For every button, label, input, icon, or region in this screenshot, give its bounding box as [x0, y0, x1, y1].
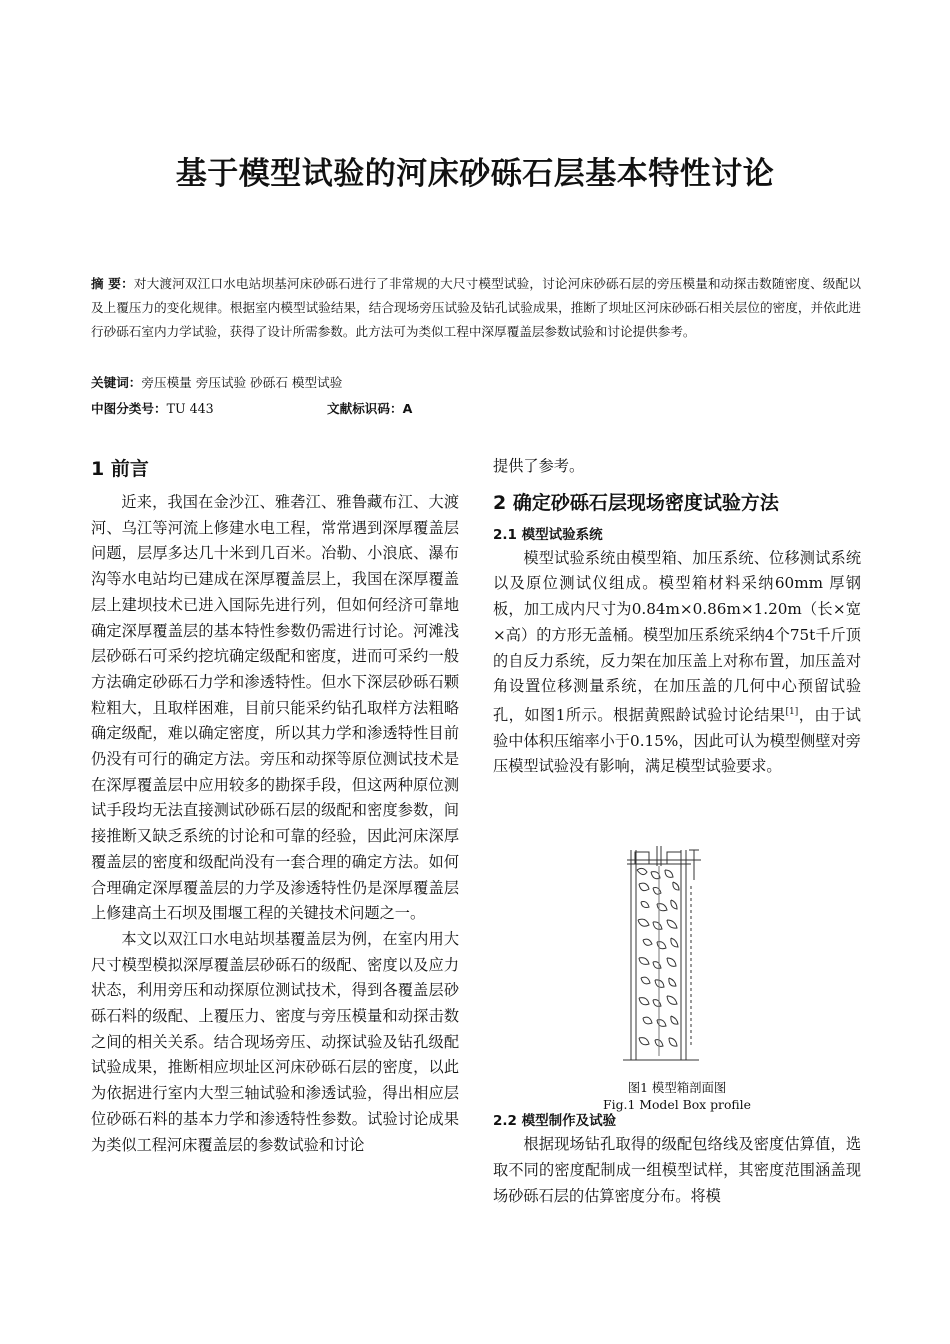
subsection-2-1-text-b: ，由于试验中体积压缩率小于0.15%，因此可认为模型侧壁对旁压模型试验没有影响，满足模型试验要求。: [493, 705, 861, 776]
reference-mark: [1]: [785, 706, 799, 717]
section1-heading: 1 前言: [91, 458, 149, 480]
abstract-label: 摘 要：: [91, 276, 134, 291]
left-column: [91, 454, 459, 1158]
section1-paragraph-1: 近来，我国在金沙江、雅砻江、雅鲁藏布江、大渡河、乌江等河流上修建水电工程，常常遇到深厚覆盖层问题，层厚多达几十米到几百米。冶勒、小浪底、瀑布沟等水电站均已建成在深厚覆盖层上，我国在深厚覆盖层上建坝技术已进入国际先进行列，但如何经济可靠地确定深厚覆盖层的基本特性参数仍需进行讨论。河滩浅层砂砾石可采约挖坑确定级配和密度，进而可采约一般方法确定砂砾石力学和渗透特性。但水下深层砂砾石颗粒粗大，且取样困难，目前只能采约钻孔取样方法粗略确定级配，难以确定密度，所以其力学和渗透特性目前仍没有可行的确定方法。旁压和动探等原位测试技术是在深厚覆盖层中应用较多的勘探手段，但这两种原位测试手段均无法直接测试砂砾石层的级配和密度参数，间接推断又缺乏系统的讨论和可靠的经验，因此河床深厚覆盖层的密度和级配尚没有一套合理的确定方法。如何合理确定深厚覆盖层的力学及渗透特性仍是深厚覆盖层上修建高土石坝及围堰工程的关键技术问题之一。: [91, 493, 459, 923]
subsection-2-1-text: [493, 546, 861, 780]
doc-code: [327, 398, 412, 417]
section2-heading: 2 确定砂砾石层现场密度试验方法: [493, 491, 779, 514]
continuation-text: 提供了参考。: [493, 457, 585, 475]
classification-label: 中图分类号：: [91, 401, 167, 416]
doc-code-label: 文献标识码：: [327, 401, 403, 416]
figure-1: [493, 780, 861, 1113]
abstract-text: 对大渡河双江口水电站坝基河床砂砾石进行了非常规的大尺寸模型试验，讨论河床砂砾石层的旁压模量和动探击数随密度、级配以及上覆压力的变化规律。根据室内模型试验结果，结合现场旁压试验及钻孔试验成果，推断了坝址区河床砂砾石相关层位的密度，并依此进行砂砾石室内力学试验，获得了设计所需参数。此方法可为类似工程中深厚覆盖层参数试验和讨论提供参考。: [91, 276, 862, 339]
doc-code-value: A: [402, 401, 413, 416]
right-column: [493, 454, 861, 1209]
subsection-2-2-heading: 2.2 模型制作及试验: [493, 1113, 617, 1130]
subsection-2-1-heading: 2.1 模型试验系统: [493, 526, 603, 543]
section1-paragraph-2: 本文以双江口水电站坝基覆盖层为例，在室内用大尺寸模型模拟深厚覆盖层砂砾石的级配、密度以及应力状态，利用旁压和动探原位测试技术，得到各覆盖层砂砾石料的级配、上覆压力、密度与旁压模量和动探击数之间的相关关系。结合现场旁压、动探试验及钻孔级配试验成果，推断相应坝址区河床砂砾石层的密度，以此为依据进行室内大型三轴试验和渗透试验，得出相应层位砂砾石料的基本力学和渗透特性参数。试验讨论成果为类似工程河床覆盖层的参数试验和讨论: [91, 929, 459, 1154]
figure-1-caption-en: Fig.1 Model Box profile: [603, 1097, 751, 1113]
keywords-text: 旁压模量 旁压试验 砂砾石 模型试验: [141, 375, 343, 390]
figure-1-caption-zh: 图1 模型箱剖面图: [627, 1080, 727, 1096]
subsection-2-2-text: 根据现场钻孔取得的级配包络线及密度估算值，选取不同的密度配制成一组模型试样，其密度范围涵盖现场砂砾石层的估算密度分布。将模: [493, 1135, 861, 1205]
model-box-profile-drawing: [621, 846, 705, 1062]
subsection-2-1-text-a: 模型试验系统由模型箱、加压系统、位移测试系统以及原位测试仪组成。模型箱材料采纳60mm 厚钢板，加工成内尺寸为0.84m×0.86m×1.20m（长×宽×高）的方形无盖桶。模型加压系统采纳4个75t千斤顶的自反力系统，反力架在加压盖上对称布置，加压盖对角设置位移测量系统，在加压盖的几何中心预留试验孔，如图1所示。根据黄熙龄试验讨论结果: [493, 548, 861, 724]
paper-title: 基于模型试验的河床砂砾石层基本特性讨论: [175, 156, 775, 192]
keywords: [91, 372, 342, 391]
classification-value: TU 443: [166, 401, 214, 416]
abstract: [91, 272, 861, 344]
classification-line: [91, 398, 591, 417]
keywords-label: 关键词：: [91, 375, 142, 390]
